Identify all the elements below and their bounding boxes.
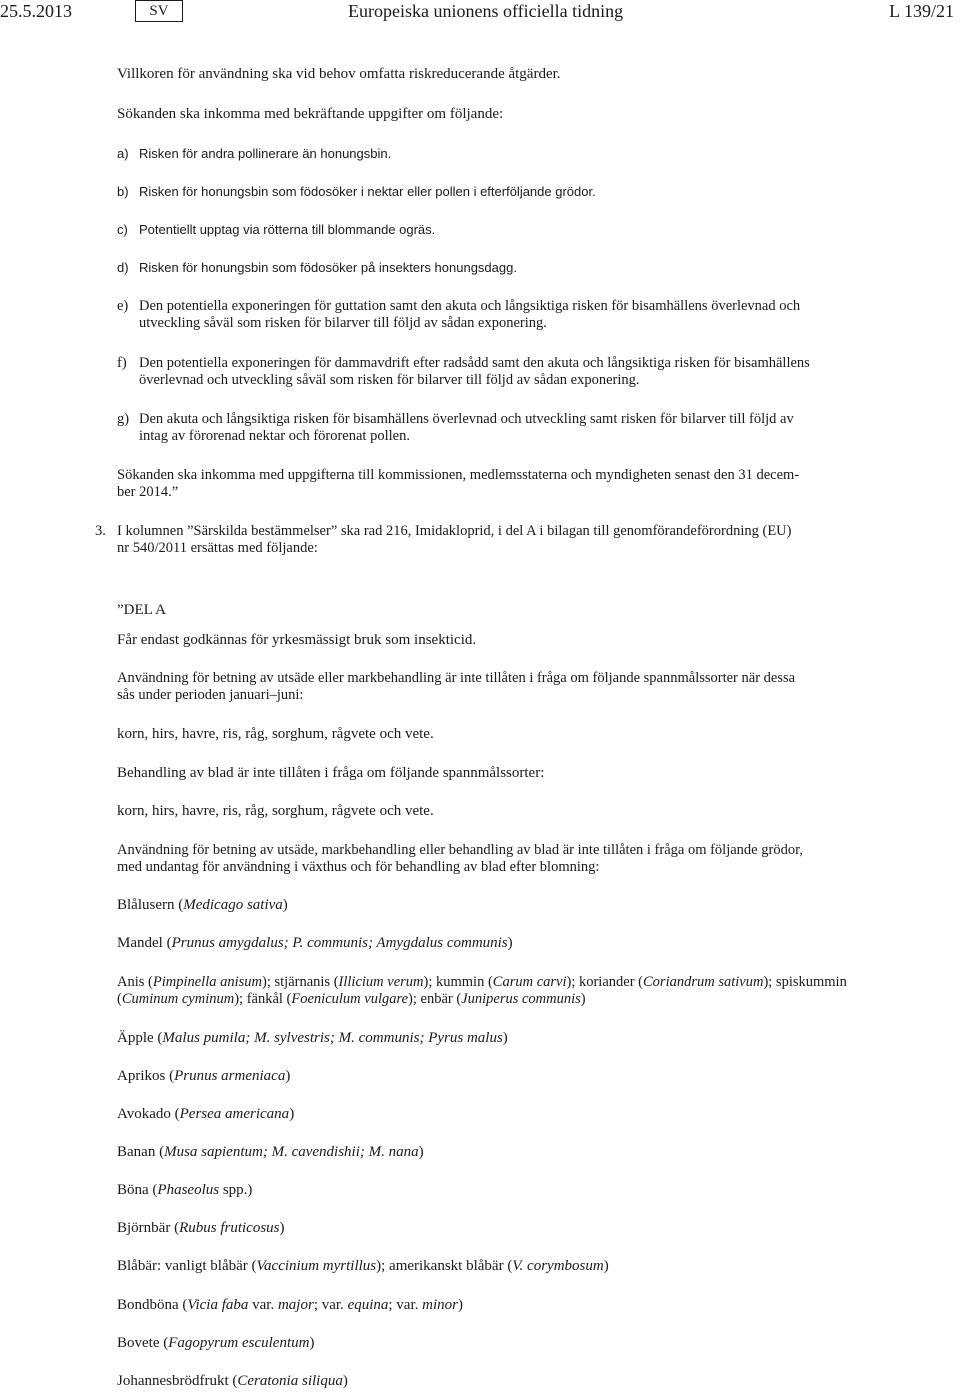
crop-latin-name: Fagopyrum esculentum: [168, 1335, 310, 1351]
crop-latin-name: Juniperus communis: [461, 991, 581, 1007]
crop-text: ): [418, 1144, 424, 1160]
crop-latin-name: Vaccinium myrtillus: [256, 1258, 377, 1274]
submit-paragraph-line-1: Sökanden ska inkomma med uppgifterna till kommissionen, medlemsstaterna och myndigheten senast den 31 decem-: [117, 467, 800, 483]
crop-text: ): [279, 1220, 285, 1236]
crop-item: [117, 1144, 424, 1161]
crop-text: ); fänkål (: [234, 991, 292, 1007]
list-item-text: Potentiellt upptag via rötterna till blommande ogräs.: [139, 222, 436, 237]
intro-conditions: Villkoren för användning ska vid behov omfatta riskreducerande åtgärder.: [117, 66, 561, 82]
issue-date: 25.5.2013: [0, 1, 72, 21]
crop-text: ): [457, 1297, 463, 1313]
crop-item: [117, 1297, 463, 1314]
list-item-text: överlevnad och utveckling såväl som risken för bilarver till följd av sådan exponering.: [139, 372, 640, 388]
crop-text: ); amerikanskt blåbär (: [376, 1258, 513, 1274]
list-item-label: d): [117, 260, 129, 275]
part-a-cereals-2: korn, hirs, havre, ris, råg, sorghum, rågvete och vete.: [117, 803, 434, 819]
list-item-label: e): [117, 298, 129, 314]
list-item-text: intag av förorenad nektar och förorenat pollen.: [139, 428, 410, 444]
crop-text: ); kummin (: [423, 974, 493, 990]
list-item-label: f): [117, 355, 127, 371]
crop-latin-name: Vicia faba: [187, 1297, 249, 1313]
crop-text: Johannesbrödfrukt (: [117, 1373, 238, 1389]
crop-text: ): [289, 1106, 295, 1122]
list-item-text: Den potentiella exponeringen för dammavdrift efter radsådd samt den akuta och långsiktiga risken för bisamhällens: [139, 355, 810, 371]
list-item-label: a): [117, 146, 129, 161]
journal-title: Europeiska unionens officiella tidning: [348, 1, 624, 21]
part-a-crops-line-2: med undantag för användning i växthus och för behandling av blad efter blomning:: [117, 859, 600, 875]
crop-text: ): [309, 1335, 315, 1351]
crop-item: [117, 1068, 290, 1085]
crop-text: ); stjärnanis (: [262, 974, 339, 990]
crop-latin-name: Malus pumila; M. sylvestris; M. communis; Pyrus malus: [162, 1030, 503, 1046]
crop-item: [117, 1220, 285, 1237]
crop-item: [117, 1106, 294, 1123]
list-item-text: Risken för andra pollinerare än honungsbin.: [139, 146, 392, 161]
page-number: L 139/21: [889, 1, 954, 21]
crop-latin-name: minor: [422, 1297, 458, 1313]
list-item-label: g): [117, 411, 130, 427]
crop-latin-name: Prunus amygdalus; P. communis; Amygdalus communis: [171, 935, 508, 951]
point-number: 3.: [95, 523, 106, 539]
crop-text: Björnbär (: [117, 1220, 180, 1236]
crop-text: ): [580, 991, 586, 1007]
crop-item: [117, 1373, 348, 1390]
crop-latin-name: Coriandrum sativum: [643, 974, 764, 990]
part-a-cereals-1: korn, hirs, havre, ris, råg, sorghum, rågvete och vete.: [117, 726, 434, 742]
part-a-title: ”DEL A: [117, 602, 167, 618]
crop-item: [117, 935, 513, 952]
crop-text: Blålusern (: [117, 897, 184, 913]
part-a-insecticide: Får endast godkännas för yrkesmässigt bruk som insekticid.: [117, 632, 477, 648]
crop-item: [117, 1335, 314, 1352]
list-item-text: Risken för honungsbin som födosöker på insekters honungsdagg.: [139, 260, 517, 275]
crop-text: ; var.: [313, 1297, 348, 1313]
crop-latin-name: Carum carvi: [492, 974, 567, 990]
list-item-text: Risken för honungsbin som födosöker i nektar eller pollen i efterföljande grödor.: [139, 184, 596, 199]
language-badge: SV: [135, 0, 183, 22]
crop-latin-name: Foeniculum vulgare: [291, 991, 409, 1007]
crop-item: [117, 974, 847, 991]
crop-latin-name: Persea americana: [179, 1106, 290, 1122]
crop-text: spp.): [219, 1182, 253, 1198]
crop-latin-name: Illicium verum: [338, 974, 424, 990]
crop-text: Bovete (: [117, 1335, 169, 1351]
point-text: nr 540/2011 ersättas med följande:: [117, 540, 318, 556]
crop-text: Banan (: [117, 1144, 165, 1160]
crop-latin-name: Phaseolus: [157, 1182, 220, 1198]
crop-text: Anis (: [117, 974, 153, 990]
crop-text: Blåbär: vanligt blåbär (: [117, 1258, 257, 1274]
crop-text: ): [507, 935, 513, 951]
list-item-text: utveckling såväl som risken för bilarver till följd av sådan exponering.: [139, 315, 547, 331]
crop-text: Böna (: [117, 1182, 158, 1198]
crop-item: [117, 991, 586, 1008]
crop-text: ): [282, 897, 288, 913]
crop-text: (: [117, 991, 122, 1007]
crop-text: ): [285, 1068, 291, 1084]
part-a-crops-line-1: Användning för betning av utsäde, markbehandling eller behandling av blad är inte tillåten i fråga om följande grödor,: [117, 842, 803, 858]
crop-latin-name: Cuminum cyminum: [121, 991, 235, 1007]
crop-item: [117, 1182, 252, 1199]
list-item-label: c): [117, 222, 128, 237]
crop-latin-name: Musa sapientum; M. cavendishii; M. nana: [164, 1144, 419, 1160]
crop-latin-name: Ceratonia siliqua: [237, 1373, 343, 1389]
crop-text: Aprikos (: [117, 1068, 175, 1084]
submit-paragraph-line-2: ber 2014.”: [117, 484, 179, 500]
point-text: I kolumnen ”Särskilda bestämmelser” ska rad 216, Imidakloprid, i del A i bilagan till genomförandeförordning (EU): [117, 523, 792, 539]
page-header: [0, 0, 960, 30]
part-a-leaf-treatment: Behandling av blad är inte tillåten i fråga om följande spannmålssorter:: [117, 765, 545, 781]
crop-text: Äpple (: [117, 1030, 163, 1046]
crop-text: Avokado (: [117, 1106, 180, 1122]
crop-latin-name: Prunus armeniaca: [174, 1068, 286, 1084]
crop-latin-name: Medicago sativa: [183, 897, 283, 913]
crop-latin-name: equina: [347, 1297, 389, 1313]
crop-latin-name: Rubus fruticosus: [179, 1220, 280, 1236]
part-a-seed-line-2: sås under perioden januari–juni:: [117, 687, 304, 703]
crop-text: ); enbär (: [408, 991, 462, 1007]
intro-applicant: Sökanden ska inkomma med bekräftande uppgifter om följande:: [117, 106, 504, 122]
list-item-label: b): [117, 184, 129, 199]
crop-latin-name: major: [277, 1297, 314, 1313]
crop-item: [117, 1258, 609, 1275]
crop-text: Bondböna (: [117, 1297, 188, 1313]
list-item-text: Den potentiella exponeringen för guttation samt den akuta och långsiktiga risken för bisamhällens överlevnad och: [139, 298, 801, 314]
crop-text: ); koriander (: [566, 974, 643, 990]
crop-item: [117, 1030, 508, 1047]
crop-latin-name: Pimpinella anisum: [152, 974, 263, 990]
list-item-text: Den akuta och långsiktiga risken för bisamhällens överlevnad och utveckling samt risken för bilarver till följd av: [139, 411, 794, 427]
crop-text: Mandel (: [117, 935, 172, 951]
crop-text: var.: [248, 1297, 278, 1313]
crop-text: ); spiskummin: [763, 974, 847, 990]
crop-text: ; var.: [388, 1297, 423, 1313]
crop-latin-name: V. corymbosum: [512, 1258, 604, 1274]
crop-text: ): [342, 1373, 348, 1389]
crop-item: [117, 897, 288, 914]
crop-text: ): [603, 1258, 609, 1274]
part-a-seed-line-1: Användning för betning av utsäde eller markbehandling är inte tillåten i fråga om följande spannmålssorter när dessa: [117, 670, 796, 686]
crop-text: ): [502, 1030, 508, 1046]
